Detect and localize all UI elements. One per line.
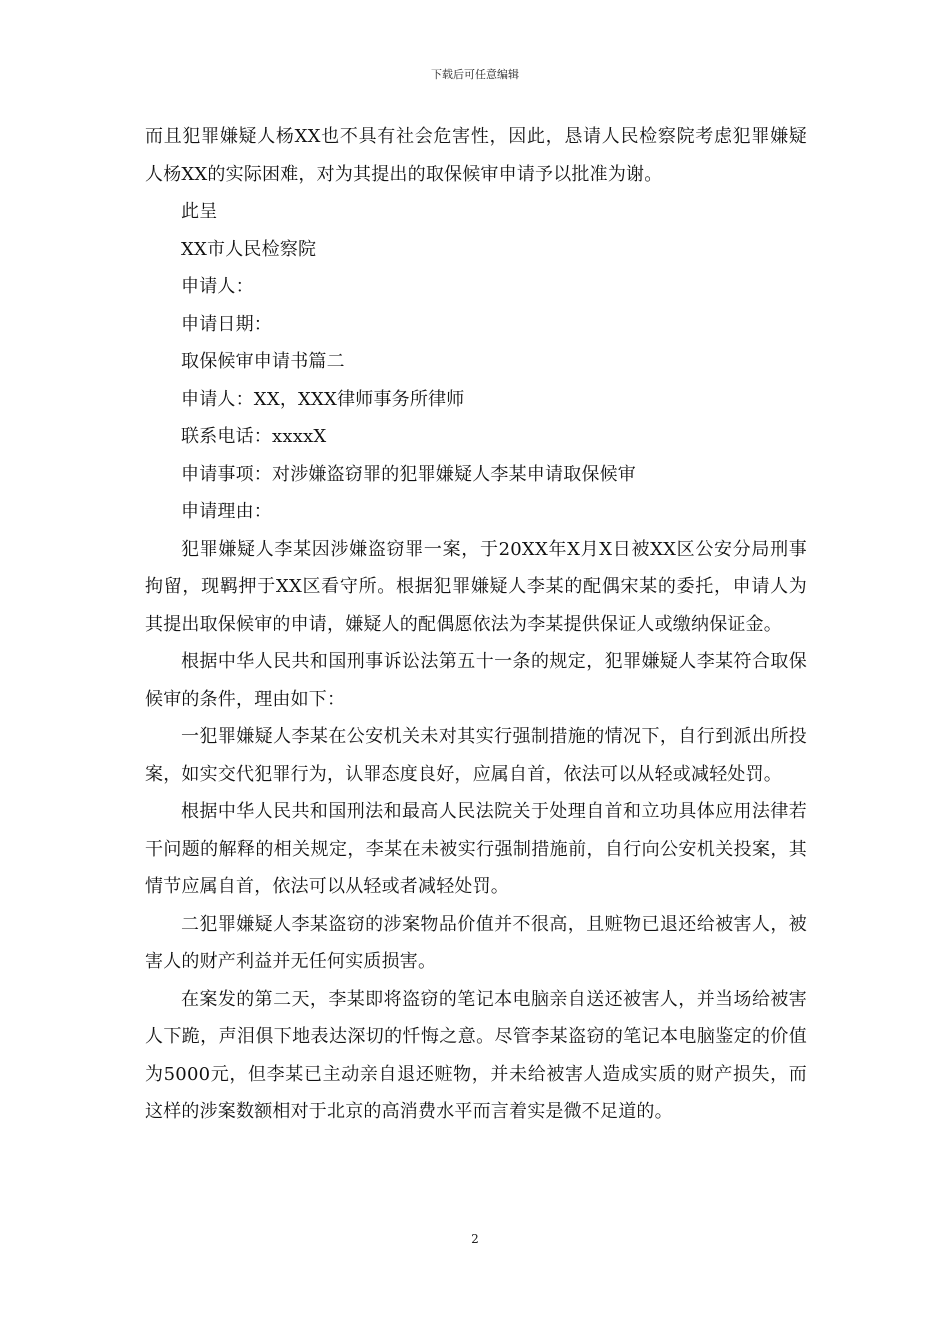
paragraph: 申请理由： [181,501,272,522]
paragraph: 申请人： [181,276,254,297]
paragraph: 根据中华人民共和国刑法和最高人民法院关于处理自首和立功具体应用法律若干问题的解释的相关规定，李某在未被实行强制措施前，自行向公安机关投案，其情节应属自首，依法可以从轻或者减轻处罚。 [145,801,807,897]
paragraph: 根据中华人民共和国刑事诉讼法第五十一条的规定，犯罪嫌疑人李某符合取保候审的条件，理由如下： [145,651,807,710]
page-header: 下载后可任意编辑 [431,68,519,81]
paragraph: 申请事项：对涉嫌盗窃罪的犯罪嫌疑人李某申请取保候审 [181,463,636,485]
paragraph: XX市人民检察院 [181,238,317,260]
paragraph: 在案发的第二天，李某即将盗窃的笔记本电脑亲自送还被害人，并当场给被害人下跪，声泪俱下地表达深切的忏悔之意。尽管李某盗窃的笔记本电脑鉴定的价值为5000元，但李某已主动亲自退还赃物，并未给被害人造成实质的财产损失，而这样的涉案数额相对于北京的高消费水平而言着实是微不足道的。 [145,988,807,1122]
paragraph: 申请人：XX，XXX律师事务所律师 [181,388,465,410]
document-body [145,118,807,1131]
paragraph: 一犯罪嫌疑人李某在公安机关未对其实行强制措施的情况下，自行到派出所投案，如实交代犯罪行为，认罪态度良好，应属自首，依法可以从轻或减轻处罚。 [145,726,807,785]
paragraph: 二犯罪嫌疑人李某盗窃的涉案物品价值并不很高，且赃物已退还给被害人，被害人的财产利益并无任何实质损害。 [145,913,807,972]
page-number: 2 [471,1232,479,1246]
paragraph: 犯罪嫌疑人李某因涉嫌盗窃罪一案，于20XX年X月X日被XX区公安分局刑事拘留，现羁押于XX区看守所。根据犯罪嫌疑人李某的配偶宋某的委托，申请人为其提出取保候审的申请，嫌疑人的配偶愿依法为李某提供保证人或缴纳保证金。 [145,538,807,635]
paragraph: 而且犯罪嫌疑人杨XX也不具有社会危害性，因此，恳请人民检察院考虑犯罪嫌疑人杨XX的实际困难，对为其提出的取保候审申请予以批准为谢。 [145,126,807,185]
section-title: 取保候审申请书篇二 [181,351,345,372]
paragraph: 申请日期： [181,313,272,335]
paragraph: 此呈 [181,201,218,222]
paragraph: 联系电话：xxxxX [181,426,327,447]
